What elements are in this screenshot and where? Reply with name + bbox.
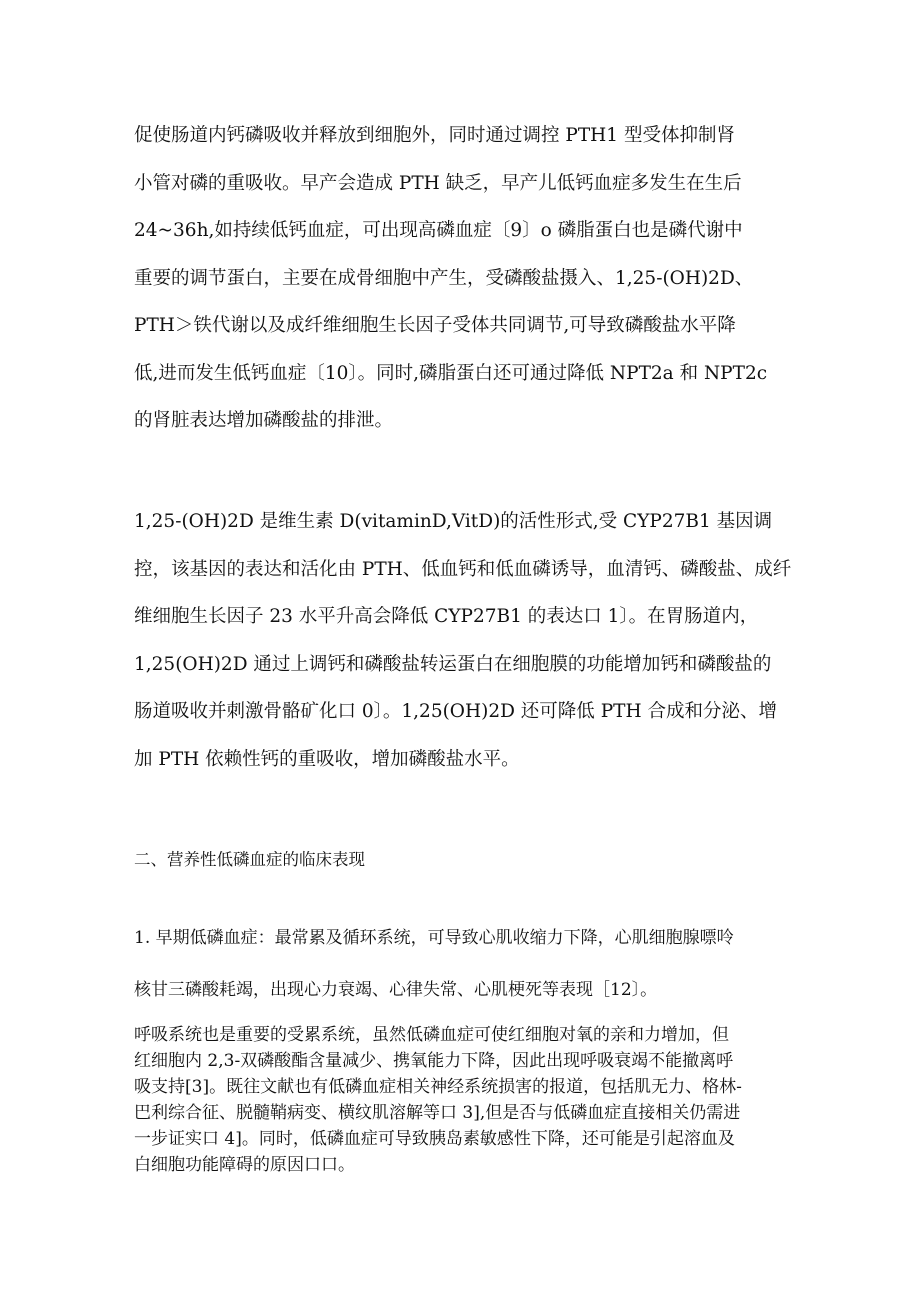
text-line: 白细胞功能障碍的原因口口。 [134, 1155, 355, 1175]
paragraph-1 [134, 112, 794, 445]
text-line: 的肾脏表达增加磷酸盐的排泄。 [134, 410, 394, 431]
text-line: 维细胞生长因子 23 水平升高会降低 CYP27B1 的表达口 1〕。在胃肠道内， [134, 606, 759, 627]
paragraph-3 [134, 912, 794, 1016]
text-line: 重要的调节蛋白，主要在成骨细胞中产生，受磷酸盐摄入、1,25-(OH)2D、 [134, 267, 754, 289]
text-line: 1,25-(OH)2D 是维生素 D(vitaminD,VitD)的活性形式,受 CYP27B1 基因调 [134, 511, 773, 532]
text-line: 24~36h,如持续低钙血症，可出现高磷血症〔9〕o 磷脂蛋白也是磷代谢中 [134, 220, 743, 241]
text-line: 吸支持[3]。既往文献也有低磷血症相关神经系统损害的报道，包括肌无力、格林- [134, 1077, 742, 1097]
text-line: 1,25(OH)2D 通过上调钙和磷酸盐转运蛋白在细胞膜的功能增加钙和磷酸盐的 [134, 653, 772, 675]
text-line: 促使肠道内钙磷吸收并释放到细胞外，同时通过调控 PTH1 型受体抑制肾 [134, 125, 735, 146]
text-line: 呼吸系统也是重要的受累系统，虽然低磷血症可使红细胞对氧的亲和力增加，但 [134, 1025, 729, 1045]
text-line: 核甘三磷酸耗竭，出现心力衰竭、心律失常、心肌梗死等表现［12〕。 [134, 980, 658, 1000]
text-line: PTH＞铁代谢以及成纤维细胞生长因子受体共同调节,可导致磷酸盐水平降 [134, 315, 736, 336]
text-line: 巴利综合征、脱髓鞘病变、横纹肌溶解等口 3],但是否与低磷血症直接相关仍需进 [134, 1103, 741, 1123]
text-line: 一步证实口 4]。同时，低磷血症可导致胰岛素敏感性下降，还可能是引起溶血及 [134, 1129, 735, 1149]
section-heading-text: 二、营养性低磷血症的临床表现 [134, 850, 365, 869]
text-line: 加 PTH 依赖性钙的重吸收，增加磷酸盐水平。 [134, 748, 520, 770]
text-line: 肠道吸收并刺激骨骼矿化口 0〕。1,25(OH)2D 还可降低 PTH 合成和分泌、增 [134, 701, 777, 722]
text-line: 控，该基因的表达和活化由 PTH、低血钙和低血磷诱导，血清钙、磷酸盐、成纤 [134, 558, 792, 580]
section-heading [134, 845, 794, 875]
text-line: 1. 早期低磷血症：最常累及循环系统，可导致心肌收缩力下降，心肌细胞腺嘌呤 [134, 928, 734, 948]
text-line: 小管对磷的重吸收。早产会造成 PTH 缺乏，早产儿低钙血症多发生在生后 [134, 172, 742, 194]
text-line: 低,进而发生低钙血症〔10〕。同时,磷脂蛋白还可通过降低 NPT2a 和 NPT2c [134, 362, 768, 384]
paragraph-2 [134, 498, 794, 783]
paragraph-4 [134, 1022, 794, 1178]
text-line: 红细胞内 2,3-双磷酸酯含量减少、携氧能力下降，因此出现呼吸衰竭不能撤离呼 [134, 1051, 734, 1071]
